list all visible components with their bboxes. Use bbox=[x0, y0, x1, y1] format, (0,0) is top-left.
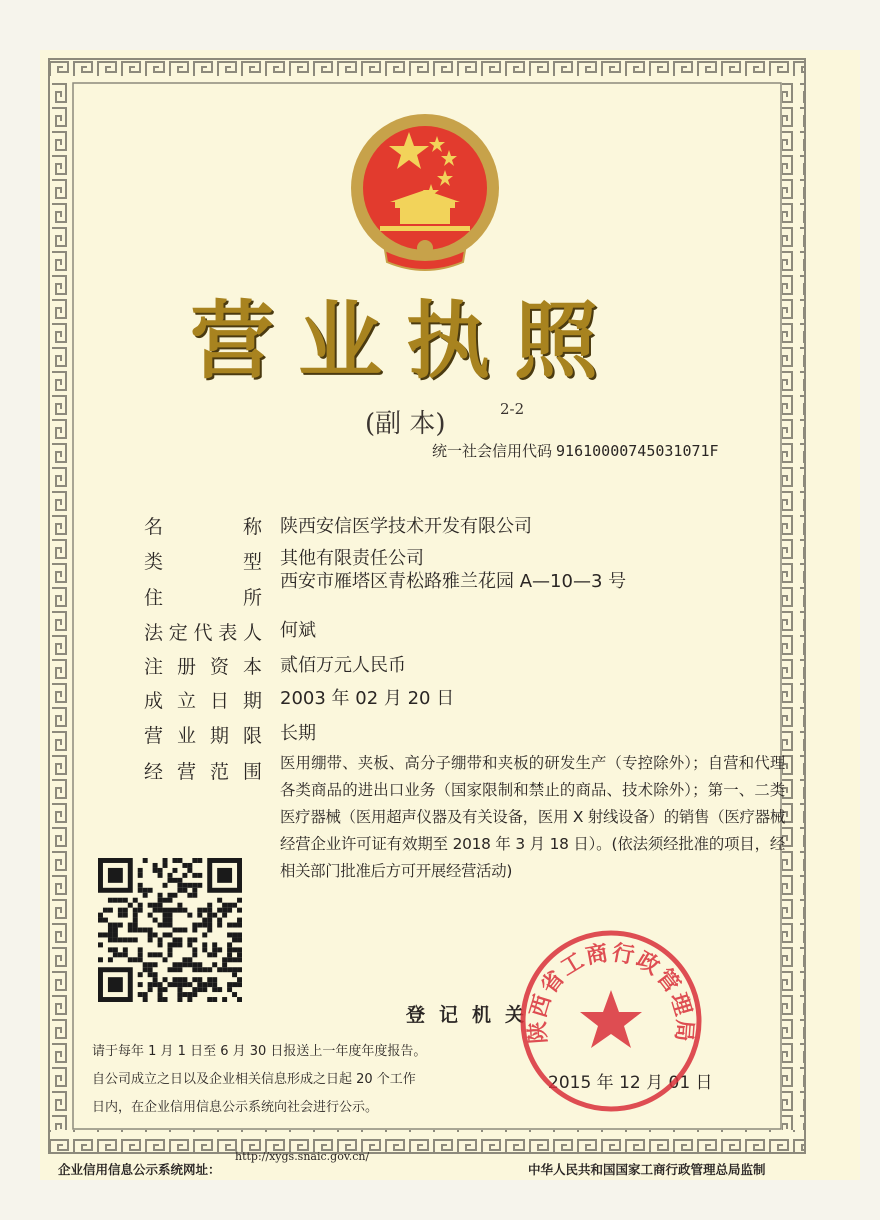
notice-line: 自公司成立之日以及企业相关信息形成之日起 20 个工作 bbox=[92, 1072, 416, 1087]
credit-code bbox=[432, 440, 719, 461]
footer-issuer: 中华人民共和国国家工商行政管理总局监制 bbox=[528, 1162, 766, 1177]
field-label-scope: 经 营 范 围 bbox=[144, 761, 262, 783]
field-value-address: 西安市雁塔区青松路雅兰花园 A—10—3 号 bbox=[280, 571, 627, 592]
qr-code-icon[interactable] bbox=[98, 858, 242, 1002]
field-label-type: 类 型 bbox=[144, 551, 262, 573]
field-value-capital: 贰佰万元人民币 bbox=[280, 655, 406, 676]
copy-label: (副 本) bbox=[365, 409, 446, 439]
svg-text:陕西省工商行政管理局: 陕西省工商行政管理局 bbox=[525, 940, 697, 1045]
field-value-established: 2003 年 02 月 20 日 bbox=[280, 688, 455, 709]
national-emblem-icon bbox=[345, 110, 505, 275]
footer-website-link[interactable]: http://xygs.snaic.gov.cn/ bbox=[235, 1150, 370, 1163]
field-value-term: 长期 bbox=[280, 723, 316, 744]
notice-line: 日内，在企业信用信息公示系统向社会进行公示。 bbox=[92, 1100, 379, 1115]
credit-code-value: 91610000745031071F bbox=[556, 442, 719, 460]
field-value-name: 陕西安信医学技术开发有限公司 bbox=[280, 516, 532, 537]
registration-authority-label: 登记机关 bbox=[406, 1004, 539, 1026]
field-label-established: 成 立 日 期 bbox=[144, 690, 262, 712]
copy-number: 2-2 bbox=[500, 400, 525, 418]
notice-line: 请于每年 1 月 1 日至 6 月 30 日报送上一年度年度报告。 bbox=[92, 1044, 427, 1059]
field-label-address: 住 所 bbox=[144, 587, 262, 609]
business-scope-text: 医用绷带、夹板、高分子绷带和夹板的研发生产（专控除外）；自营和代理各类商品的进出口业务（国家限制和禁止的商品、技术除外）；第一、二类医疗器械（医用超声仪器及有关设备，医用 X 射线设备）的销售（医疗器械经营企业许可证有效期至 2018 年 3 月 18 日）。(依法须经批准的项目，经相关部门批准后方可开展经营活动) bbox=[280, 754, 785, 880]
footer-website-label: 企业信用信息公示系统网址： bbox=[58, 1162, 221, 1177]
credit-code-label: 统一社会信用代码 bbox=[432, 442, 553, 460]
field-value-legal-rep: 何斌 bbox=[280, 620, 316, 641]
field-value-type: 其他有限责任公司 bbox=[280, 548, 424, 569]
document-title: 营业执照 bbox=[190, 292, 623, 390]
field-label-term: 营 业 期 限 bbox=[144, 725, 262, 747]
field-label-capital: 注 册 资 本 bbox=[144, 656, 262, 678]
official-seal-icon bbox=[518, 928, 704, 1114]
issue-date: 2015 年 12 月 01 日 bbox=[548, 1073, 713, 1093]
field-label-name: 名 称 bbox=[144, 516, 262, 538]
field-label-legal-rep: 法 定 代 表 人 bbox=[144, 622, 262, 644]
